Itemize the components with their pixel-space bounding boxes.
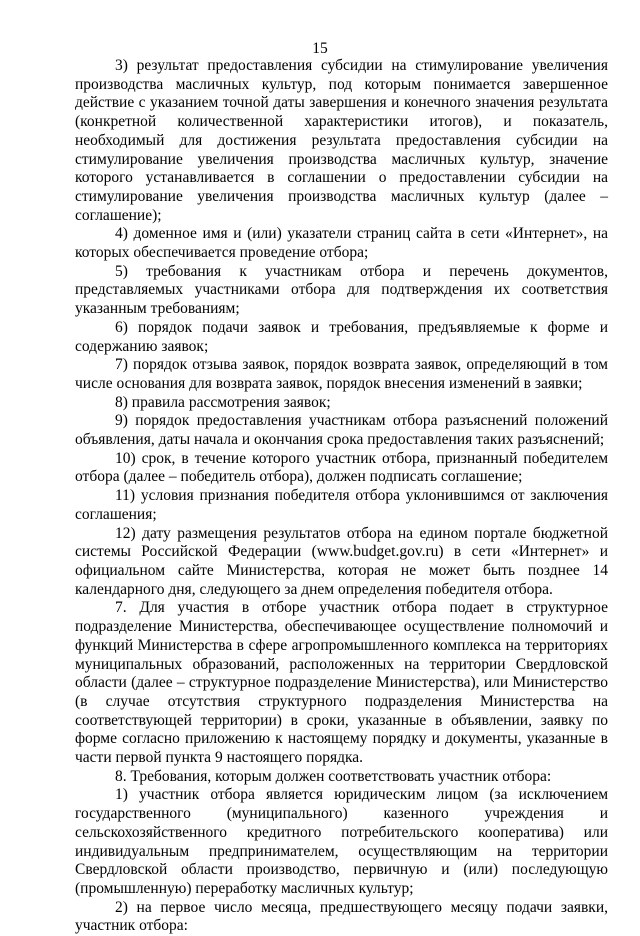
paragraph-item-6-submission: 6) порядок подачи заявок и требования, предъявляемые к форме и содержанию заявок; [75, 318, 608, 355]
paragraph-item-5-requirements: 5) требования к участникам отбора и перечень документов, представляемых участниками отбора для подтверждения их соответствия указанным требованиям; [75, 262, 608, 318]
paragraph-item-10-signing-term: 10) срок, в течение которого участник отбора, признанный победителем отбора (далее – победитель отбора), должен подписать соглашение; [75, 449, 608, 486]
paragraph-item-8-review-rules: 8) правила рассмотрения заявок; [115, 393, 331, 411]
paragraph-section-8-item-2: 2) на первое число месяца, предшествующего месяцу подачи заявки, участник отбора: [75, 898, 608, 935]
paragraph-item-3-result: 3) результат предоставления субсидии на стимулирование увеличения производства масличных культур, под которым понимается завершенное действие с указанием точной даты завершения и конечного значения результата (конкретной количественной характеристики итогов), и показатель, необходимый для достижения результата предоставления субсидии на стимулирование увеличения производства масличных культур, значение которого устанавливается в соглашении о предоставлении субсидии на стимулирование увеличения производства масличных культур (далее – соглашение); [75, 57, 608, 224]
page-number: 15 [312, 40, 328, 57]
paragraph-item-7-withdrawal: 7) порядок отзыва заявок, порядок возврата заявок, определяющий в том числе основания для возврата заявок, порядок внесения изменений в заявки; [75, 356, 608, 392]
paragraph-section-8: 8. Требования, которым должен соответствовать участник отбора: [115, 767, 552, 785]
paragraph-section-8-item-1: 1) участник отбора является юридическим лицом (за исключением государственного (муниципального) казенного учреждения и сельскохозяйственного кредитного потребительского кооператива) или индивидуальным предпринимателем, осуществляющим на территории Свердловской области производство, первичную и (или) последующую (промышленную) переработку масличных культур; [75, 786, 608, 897]
paragraph-item-11-evasion: 11) условия признания победителя отбора уклонившимся от заключения соглашения; [75, 487, 608, 523]
paragraph-section-7: 7. Для участия в отборе участник отбора подает в структурное подразделение Министерства, обеспечивающее осуществление полномочий и функций Министерства в сфере агропромышленного комплекса на территориях муниципальных образований, расположенных на территории Свердловской области (далее – структурное подразделение Министерства), или Министерство (в случае отсутствия структурного подразделения Министерства на соответствующей территории) в сроки, указанные в объявлении, заявку по форме согласно приложению к настоящему порядку и документы, указанные в части первой пункта 9 настоящего порядка. [75, 599, 608, 767]
paragraph-item-9-clarifications: 9) порядок предоставления участникам отбора разъяснений положений объявления, даты начала и окончания срока предоставления таких разъяснений; [75, 412, 608, 449]
document-body [75, 57, 608, 936]
paragraph-item-4-domain: 4) доменное имя и (или) указатели страниц сайта в сети «Интернет», на которых обеспечивается проведение отбора; [75, 225, 608, 262]
paragraph-item-12-results-date: 12) дату размещения результатов отбора на едином портале бюджетной системы Российской Федерации (www.budget.gov.ru) в сети «Интернет» и официальном сайте Министерства, которая не может быть позднее 14 календарного дня, следующего за днем определения победителя отбора. [75, 524, 608, 598]
